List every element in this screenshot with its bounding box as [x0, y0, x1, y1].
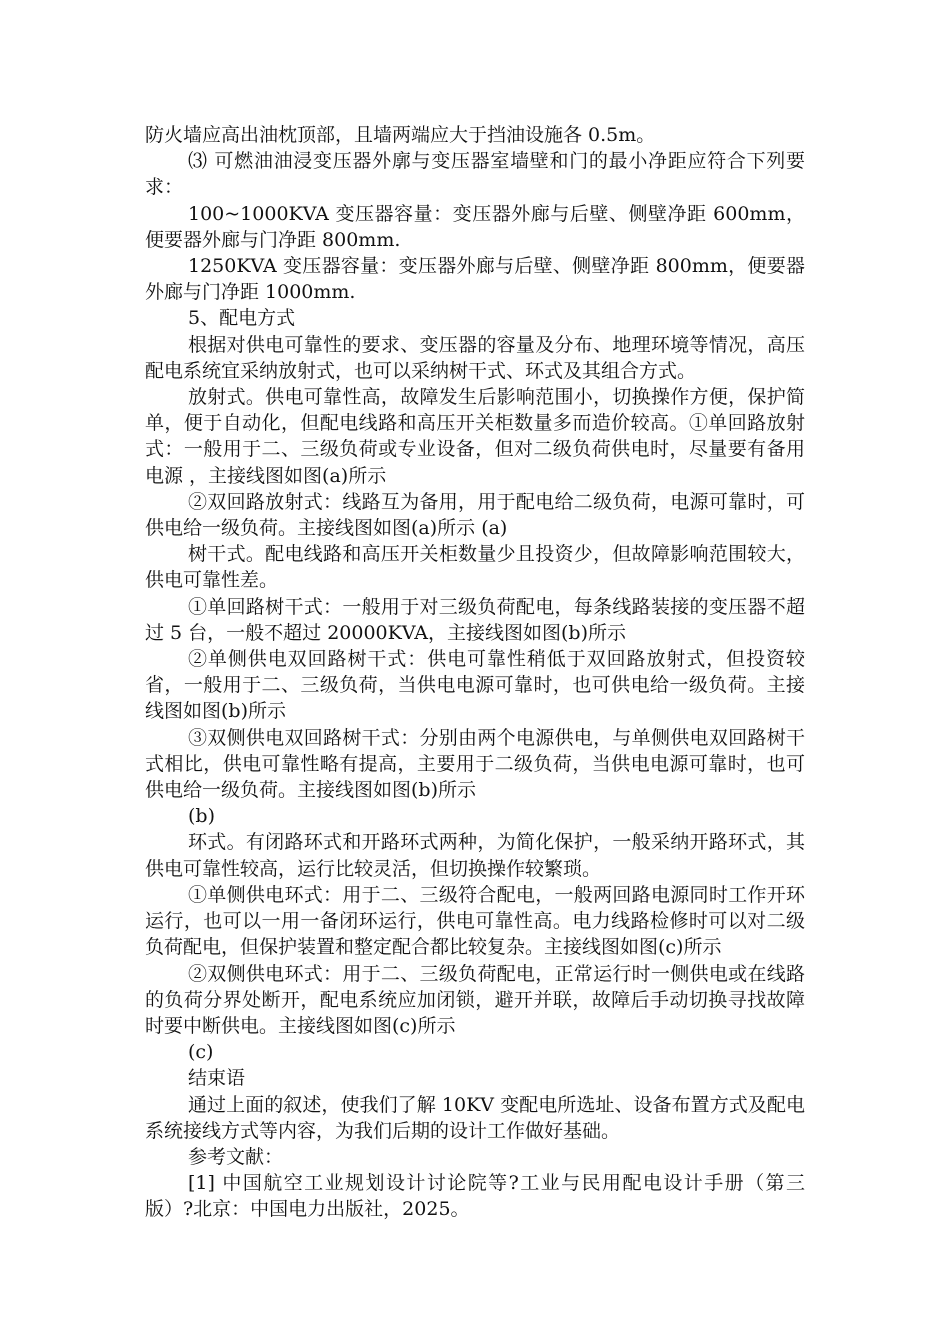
paragraph: 防火墙应高出油枕顶部，且墙两端应大于挡油设施各 0.5m。: [145, 124, 656, 146]
paragraph: 1250KVA 变压器容量：变压器外廊与后壁、侧壁净距 800mm，便要器外廊与门净距 1000mm.: [145, 255, 805, 304]
paragraph: ②双侧供电环式：用于二、三级负荷配电，正常运行时一侧供电或在线路的负荷分界处断开，配电系统应加闭锁，避开并联，故障后手动切换寻找故障时要中断供电。主接线图如图(c)所示: [145, 962, 805, 1037]
paragraph: 环式。有闭路环式和开路环式两种，为简化保护，一般采纳开路环式，其供电可靠性较高，运行比较灵活，但切换操作较繁琐。: [145, 831, 805, 880]
references-heading: 参考文献：: [188, 1145, 284, 1168]
paragraph: 通过上面的叙述，使我们了解 10KV 变配电所选址、设备布置方式及配电系统接线方式等内容，为我们后期的设计工作做好基础。: [145, 1093, 805, 1142]
paragraph: ①单侧供电环式：用于二、三级符合配电，一般两回路电源同时工作开环运行，也可以一用一备闭环运行，供电可靠性高。电力线路检修时可以对二级负荷配电，但保护装置和整定配合都比较复杂。主接线图如图(c)所示: [145, 883, 805, 959]
reference-item: [1] 中国航空工业规划设计讨论院等?工业与民用配电设计手册（第三版）?北京：中国电力出版社，2025。: [145, 1172, 805, 1221]
figure-label: (b): [188, 805, 215, 828]
paragraph: ①单回路树干式：一般用于对三级负荷配电，每条线路装接的变压器不超过 5 台，一般不超过 20000KVA，主接线图如图(b)所示: [145, 595, 805, 644]
paragraph: 放射式。供电可靠性高，故障发生后影响范围小，切换操作方便，保护简单，便于自动化，但配电线路和高压开关柜数量多而造价较高。①单回路放射式：一般用于二、三级负荷或专业设备，但对二级负荷供电时，尽量要有备用电源 ，主接线图如图(a)所示: [145, 386, 805, 487]
paragraph: ②单侧供电双回路树干式：供电可靠性稍低于双回路放射式，但投资较省，一般用于二、三级负荷，当供电电源可靠时，也可供电给一级负荷。主接线图如图(b)所示: [145, 648, 805, 723]
paragraph: ②双回路放射式：线路互为备用，用于配电给二级负荷，电源可靠时，可供电给一级负荷。主接线图如图(a)所示 (a): [145, 490, 805, 540]
paragraph: ③双侧供电双回路树干式：分别由两个电源供电，与单侧供电双回路树干式相比，供电可靠性略有提高，主要用于二级负荷，当供电电源可靠时，也可供电给一级负荷。主接线图如图(b)所示: [145, 726, 805, 802]
paragraph: 100~1000KVA 变压器容量：变压器外廊与后壁、侧壁净距 600mm，便要器外廊与门净距 800mm.: [145, 202, 805, 251]
document-body: [145, 122, 805, 1223]
paragraph: ⑶ 可燃油油浸变压器外廓与变压器室墙壁和门的最小净距应符合下列要求：: [145, 150, 805, 199]
figure-label: (c): [188, 1041, 214, 1064]
paragraph: 根据对供电可靠性的要求、变压器的容量及分布、地理环境等情况，高压配电系统宜采纳放射式，也可以采纳树干式、环式及其组合方式。: [145, 333, 805, 382]
section-heading: 结束语: [188, 1067, 246, 1090]
section-heading: 5、配电方式: [188, 307, 296, 330]
paragraph: 树干式。配电线路和高压开关柜数量少且投资少，但故障影响范围较大，供电可靠性差。: [145, 543, 805, 592]
